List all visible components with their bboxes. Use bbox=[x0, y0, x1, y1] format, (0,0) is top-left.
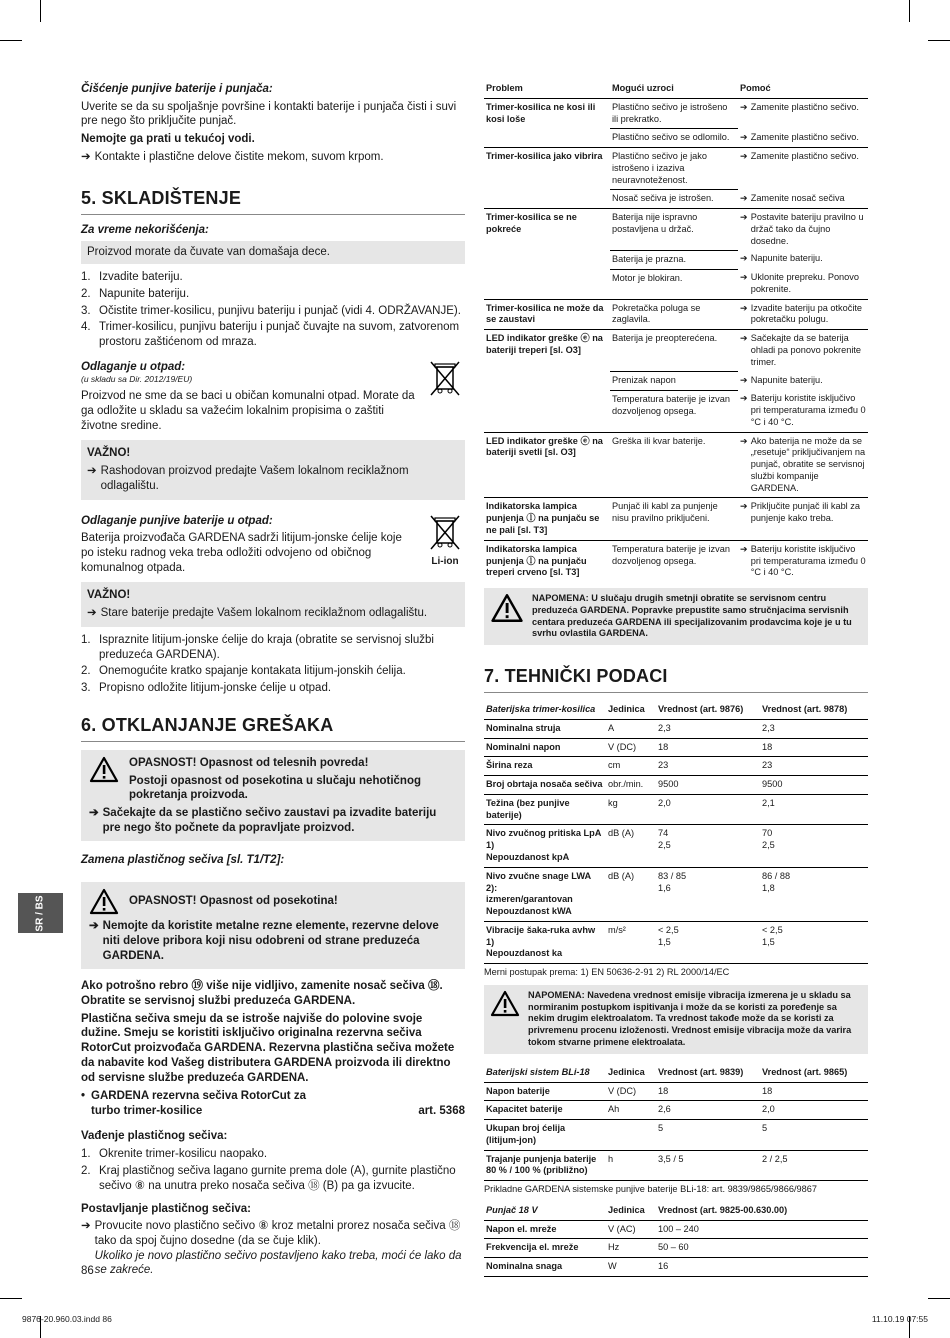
table-cell: 3,5 / 5 bbox=[656, 1150, 760, 1181]
table-cell: 2 / 2,5 bbox=[760, 1150, 868, 1181]
table-cell: V (DC) bbox=[606, 1082, 656, 1101]
warning-icon bbox=[490, 990, 520, 1017]
table-cell: Nivo zvučne snage LWA 2): izmeren/garantovan Nepouzdanost kWA bbox=[484, 867, 606, 921]
remedy-cell bbox=[738, 299, 868, 330]
important-heading: VAŽNO! bbox=[87, 589, 131, 602]
cleaning-arrow-line bbox=[81, 150, 465, 165]
important-heading: VAŽNO! bbox=[87, 447, 131, 460]
arrow-icon: ➔ bbox=[81, 150, 91, 163]
problem-cell: Indikatorska lampica punjenja ⓛ na punjaču treperi crveno [sl. T3] bbox=[484, 540, 610, 582]
list-item: 2. Napunite bateriju. bbox=[81, 287, 190, 300]
table-row bbox=[484, 129, 868, 148]
disposal-block bbox=[81, 358, 465, 437]
problem-cell bbox=[484, 190, 610, 209]
list-item: 1. Ispraznite litijum-jonske ćelije do kraja (obratite se servisnoj službi preduzeća GARDENA). bbox=[81, 633, 434, 661]
table-cell: 23 bbox=[760, 757, 868, 776]
remedy-text: Ako baterija ne može da se „resetuje“ priključivanjem na punjač, obratite se servisnoj službi kompanije GARDENA. bbox=[750, 435, 866, 493]
install-title: Postavljanje plastičnog sečiva: bbox=[81, 1202, 252, 1215]
table-cell: 18 bbox=[760, 1082, 868, 1101]
list-item: 2. Kraj plastičnog sečiva lagano gurnite prema dole (A), gurnite plastično sečivo ⑧ na unutra preko nosača sečiva ⑱ (B) pa ga izvucite. bbox=[81, 1165, 456, 1192]
right-column bbox=[484, 80, 868, 1277]
column-header: Mogući uzroci bbox=[610, 80, 738, 98]
remedy-cell bbox=[738, 540, 868, 582]
battery-disposal-text: Baterija proizvođača GARDENA sadrži litijum-jonske ćelije koje po isteku radnog veka treba odložiti odvojeno od običnog komunalnog otpada. bbox=[81, 532, 402, 574]
table-row bbox=[484, 825, 868, 867]
remedy-cell bbox=[738, 98, 868, 129]
table-cell: V (DC) bbox=[606, 738, 656, 757]
table-row bbox=[484, 190, 868, 209]
note-text: NAPOMENA: U slučaju drugih smetnji obratite se servisnom centru preduzeća GARDENA. Popravke prepustite samo stručnjacima servisnih centara preduzeća GARDENA ili specijalizovanim prodavcima koje je u tu svrhu ovlastila GARDENA. bbox=[532, 593, 852, 639]
cleaning-text: Uverite se da su spoljašnje površine i kontakti baterije i punjača čisti i suvi pre nego što priključite punjač. bbox=[81, 100, 457, 128]
remedy-cell bbox=[738, 432, 868, 498]
table-row bbox=[484, 330, 868, 372]
remedy-text: Napunite bateriju. bbox=[750, 253, 823, 264]
list-item: 2. Onemogućite kratko spajanje kontakata litijum-jonskih ćelija. bbox=[81, 665, 406, 678]
arrow-icon: ➔ bbox=[740, 393, 748, 404]
arrow-icon: ➔ bbox=[740, 131, 748, 142]
arrow-icon: ➔ bbox=[740, 543, 748, 554]
table-cell: 2,3 bbox=[760, 719, 868, 738]
table-row bbox=[484, 250, 868, 269]
table-cell: Vibracije šaka-ruka avhw 1) Nepouzdanost ka bbox=[484, 921, 606, 963]
table-row bbox=[484, 299, 868, 330]
disposal-title: Odlaganje u otpad: bbox=[81, 360, 186, 373]
table-cell: 50 – 60 bbox=[656, 1239, 868, 1258]
cause-cell: Plastično sečivo je jako istrošeno i izaziva neuravnoteženost. bbox=[610, 148, 738, 190]
problem-cell: Trimer-kosilica ne kosi ili kosi loše bbox=[484, 98, 610, 129]
table-row bbox=[484, 719, 868, 738]
table-header-row bbox=[484, 1064, 868, 1082]
remedy-text: Zamenite nosač sečiva bbox=[750, 192, 845, 203]
danger-line: Postoji opasnost od posekotina u slučaju nehotičnog pokretanja proizvoda. bbox=[129, 774, 421, 802]
note-text: NAPOMENA: Navedena vrednost emisije vibracija izmerena je u skladu sa normiranim postupkom ispitivanja i može da se koristi za poređenje sa nekim drugim elektroalatom. Ta vrednost takođe može da se koristi za privremenu procenu izloženosti. Vrednost emisije vibracija može da varira tokom stvarne primene elektroalata. bbox=[528, 989, 852, 1047]
danger-arrow-text: Sačekajte da se plastično sečivo zaustavi pa izvadite bateriju pre nego što počnete da popravljate proizvod. bbox=[102, 806, 437, 834]
table-cell: 18 bbox=[760, 738, 868, 757]
cleaning-title: Čišćenje punjive baterije i punjača: bbox=[81, 83, 273, 95]
table-cell: 16 bbox=[656, 1258, 868, 1277]
cause-cell: Plastično sečivo se odlomilo. bbox=[610, 129, 738, 148]
cause-cell: Temperatura baterije je izvan dozvoljenog opsega. bbox=[610, 540, 738, 582]
table-header-row bbox=[484, 80, 868, 98]
table-row bbox=[484, 372, 868, 391]
column-header: Vrednost (art. 9825-00.630.00) bbox=[656, 1202, 868, 1220]
important-box-1 bbox=[81, 440, 465, 499]
table-cell: Nominalna snaga bbox=[484, 1258, 606, 1277]
table-row bbox=[484, 1220, 868, 1239]
list-item: 3. Očistite trimer-kosilicu, punjivu bateriju i punjač (vidi 4. ODRŽAVANJE). bbox=[81, 304, 461, 317]
table-cell: h bbox=[606, 1150, 656, 1181]
arrow-icon: ➔ bbox=[740, 333, 748, 344]
column-header: Punjač 18 V bbox=[484, 1202, 606, 1220]
cause-cell: Nosač sečiva je istrošen. bbox=[610, 190, 738, 209]
arrow-icon: ➔ bbox=[740, 212, 748, 223]
table-cell: 18 bbox=[656, 738, 760, 757]
table-cell: 5 bbox=[656, 1120, 760, 1151]
remedy-text: Postavite bateriju pravilno u držač tako da čujno dosedne. bbox=[750, 212, 864, 246]
table-row bbox=[484, 540, 868, 582]
arrow-icon: ➔ bbox=[740, 101, 748, 112]
column-header: Vrednost (art. 9878) bbox=[760, 701, 868, 719]
remedy-cell bbox=[738, 129, 868, 148]
cause-cell: Plastično sečivo je istrošeno ili prekratko. bbox=[610, 98, 738, 129]
table-cell: 2,3 bbox=[656, 719, 760, 738]
cleaning-bold: Nemojte ga prati u tekućoj vodi. bbox=[81, 133, 255, 146]
column-header: Baterijska trimer-kosilica bbox=[484, 701, 606, 719]
problem-cell bbox=[484, 250, 610, 269]
table-cell: < 2,5 1,5 bbox=[656, 921, 760, 963]
column-header: Jedinica bbox=[606, 1202, 656, 1220]
remedy-text: Priključite punjač ili kabl za punjenje kako treba. bbox=[750, 501, 860, 524]
warning-icon bbox=[89, 756, 119, 783]
list-item: 4. Trimer-kosilicu, punjivu bateriju i punjač čuvajte na suvom, zatvorenom prostoru zaštićenom od mraza. bbox=[81, 321, 460, 348]
remove-steps bbox=[81, 1147, 465, 1193]
warning-icon bbox=[490, 593, 524, 623]
cause-cell: Greška ili kvar baterije. bbox=[610, 432, 738, 498]
table-cell: Nominalni napon bbox=[484, 738, 606, 757]
liion-label: Li-ion bbox=[431, 556, 459, 568]
table-header-row bbox=[484, 1202, 868, 1220]
arrow-icon: ➔ bbox=[87, 607, 97, 620]
problem-cell bbox=[484, 269, 610, 299]
remedy-text: Sačekajte da se baterija ohladi pa ponovo pokrenite trimer. bbox=[750, 333, 862, 367]
table-row bbox=[484, 776, 868, 795]
column-header: Vrednost (art. 9839) bbox=[656, 1064, 760, 1082]
table-cell: Širina reza bbox=[484, 757, 606, 776]
important-text: Stare baterije predajte Vašem lokalnom reciklažnom odlagalištu. bbox=[100, 607, 428, 620]
table-row bbox=[484, 1101, 868, 1120]
table-cell: 18 bbox=[656, 1082, 760, 1101]
table-row bbox=[484, 921, 868, 963]
remedy-cell bbox=[738, 269, 868, 299]
problem-cell: Indikatorska lampica punjenja ⓛ na punjaču se ne pali [sl. T3] bbox=[484, 498, 610, 540]
arrow-icon: ➔ bbox=[740, 272, 748, 283]
table-cell: kg bbox=[606, 794, 656, 825]
arrow-icon: ➔ bbox=[740, 501, 748, 512]
problem-cell: Trimer-kosilica jako vibrira bbox=[484, 148, 610, 190]
table-row bbox=[484, 390, 868, 432]
remove-title: Vađenje plastičnog sečiva: bbox=[81, 1129, 228, 1142]
remedy-text: Zamenite plastično sečivo. bbox=[750, 131, 859, 142]
table-cell: W bbox=[606, 1258, 656, 1277]
table-cell: A bbox=[606, 719, 656, 738]
cause-cell: Prenizak napon bbox=[610, 372, 738, 391]
table-header-row bbox=[484, 701, 868, 719]
list-item: 1. Izvadite bateriju. bbox=[81, 271, 183, 284]
cause-cell: Punjač ili kabl za punjenje nisu pravilno priključeni. bbox=[610, 498, 738, 540]
table-row bbox=[484, 867, 868, 921]
crop-mark bbox=[40, 0, 41, 22]
table-cell: 86 / 88 1,8 bbox=[760, 867, 868, 921]
problem-cell bbox=[484, 372, 610, 391]
table-cell: m/s² bbox=[606, 921, 656, 963]
tech-table-1 bbox=[484, 701, 868, 964]
table-row bbox=[484, 1150, 868, 1181]
remedy-cell bbox=[738, 209, 868, 251]
danger-box-1 bbox=[81, 750, 465, 842]
table-cell: 2,0 bbox=[656, 794, 760, 825]
install-arrow-text: Provucite novo plastično sečivo ⑧ kroz metalni prorez nosača sečiva ⑱ tako da spoj čujno dosedne (da se čuje klik). bbox=[94, 1220, 461, 1248]
table-cell: 9500 bbox=[656, 776, 760, 795]
remedy-cell bbox=[738, 330, 868, 372]
table-cell: 23 bbox=[656, 757, 760, 776]
table-row bbox=[484, 148, 868, 190]
install-arrow-line bbox=[81, 1219, 465, 1278]
table-row bbox=[484, 98, 868, 129]
arrow-icon: ➔ bbox=[740, 192, 748, 203]
table-cell: < 2,5 1,5 bbox=[760, 921, 868, 963]
table-row bbox=[484, 498, 868, 540]
remedy-cell bbox=[738, 372, 868, 391]
column-header: Problem bbox=[484, 80, 610, 98]
table-cell: Kapacitet baterije bbox=[484, 1101, 606, 1120]
arrow-icon: ➔ bbox=[87, 465, 97, 478]
table-cell: 2,1 bbox=[760, 794, 868, 825]
table-cell: Hz bbox=[606, 1239, 656, 1258]
language-side-tab: SR / BS bbox=[18, 893, 63, 933]
table-row bbox=[484, 794, 868, 825]
bullet-line-1: GARDENA rezervna sečiva RotorCut za bbox=[91, 1090, 306, 1103]
arrow-icon: ➔ bbox=[740, 435, 748, 446]
table-cell: 2,6 bbox=[656, 1101, 760, 1120]
table-cell: Napon baterije bbox=[484, 1082, 606, 1101]
cause-cell: Motor je blokiran. bbox=[610, 269, 738, 299]
remedy-text: Bateriju koristite isključivo pri temperaturama između 0 °C i 40 °C. bbox=[750, 543, 866, 578]
table-cell: 74 2,5 bbox=[656, 825, 760, 867]
cleaning-arrow-text: Kontakte i plastične delove čistite mekom, suvom krpom. bbox=[94, 150, 384, 163]
measurement-method: Merni postupak prema: 1) EN 50636-2-91 2) RL 2000/14/EC bbox=[484, 967, 730, 978]
table-cell: 83 / 85 1,6 bbox=[656, 867, 760, 921]
disposal-text: Proizvod ne sme da se baci u običan komunalni otpad. Morate da ga odložite u skladu sa važećim lokalnim propisima o zaštiti životne sredine. bbox=[81, 390, 415, 432]
table-cell: Trajanje punjenja baterije 80 % / 100 % (približno) bbox=[484, 1150, 606, 1181]
crop-mark bbox=[909, 0, 910, 22]
table-row bbox=[484, 757, 868, 776]
storage-subtitle: Za vreme nekorišćenja: bbox=[81, 223, 209, 236]
troubleshooting-table bbox=[484, 80, 868, 582]
footer-file-info: 9876-20.960.03.indd 86 bbox=[22, 1314, 112, 1324]
cause-cell: Temperatura baterije je izvan dozvoljenog opsega. bbox=[610, 390, 738, 432]
column-header: Vrednost (art. 9876) bbox=[656, 701, 760, 719]
table-cell: 9500 bbox=[760, 776, 868, 795]
table-row bbox=[484, 209, 868, 251]
column-header: Pomoć bbox=[738, 80, 868, 98]
remedy-cell bbox=[738, 148, 868, 190]
tech-table-2 bbox=[484, 1064, 868, 1181]
remedy-text: Uklonite prepreku. Ponovo pokrenite. bbox=[750, 272, 859, 294]
remedy-text: Napunite bateriju. bbox=[750, 374, 823, 385]
battery-compat-text: Prikladne GARDENA sistemske punjive baterije BLi-18: art. 9839/9865/9866/9867 bbox=[484, 1184, 817, 1195]
install-italic: Ukoliko je novo plastično sečivo postavljeno kako treba, moći će lako da se zakreće. bbox=[94, 1249, 462, 1277]
replace-title: Zamena plastičnog sečiva [sl. T1/T2]: bbox=[81, 854, 285, 867]
problem-cell: LED indikator greške ⓔ na bateriji svetli [sl. O3] bbox=[484, 432, 610, 498]
arrow-icon: ➔ bbox=[89, 806, 99, 819]
disposal-subtitle: (u skladu sa Dir. 2012/19/EU) bbox=[81, 374, 193, 385]
table-row bbox=[484, 1239, 868, 1258]
table-cell: dB (A) bbox=[606, 825, 656, 867]
remedy-cell bbox=[738, 498, 868, 540]
arrow-icon: ➔ bbox=[740, 253, 748, 264]
table-cell: V (AC) bbox=[606, 1220, 656, 1239]
bullet-icon: • bbox=[81, 1090, 86, 1103]
danger-heading: OPASNOST! Opasnost od posekotina! bbox=[129, 895, 338, 908]
table-cell: dB (A) bbox=[606, 867, 656, 921]
vibration-note bbox=[484, 985, 868, 1054]
storage-steps bbox=[81, 270, 465, 350]
table-row bbox=[484, 1082, 868, 1101]
problem-cell: Trimer-kosilica se ne pokreće bbox=[484, 209, 610, 251]
arrow-icon: ➔ bbox=[740, 151, 748, 162]
problem-cell bbox=[484, 129, 610, 148]
cause-cell: Baterija je prazna. bbox=[610, 250, 738, 269]
danger-heading: OPASNOST! Opasnost od telesnih povreda! bbox=[129, 756, 369, 769]
cause-cell: Pokretačka poluga se zaglavila. bbox=[610, 299, 738, 330]
table-cell: Broj obrtaja nosača sečiva bbox=[484, 776, 606, 795]
problem-cell: LED indikator greške ⓔ na bateriji treperi [sl. O3] bbox=[484, 330, 610, 372]
left-column bbox=[81, 80, 465, 1278]
crop-mark bbox=[0, 40, 22, 41]
troubleshooting-note bbox=[484, 588, 868, 645]
table-row bbox=[484, 1258, 868, 1277]
cause-cell: Baterija je preopterećena. bbox=[610, 330, 738, 372]
replace-paragraph-1: Ako potrošno rebro ⑲ više nije vidljivo, zamenite nosač sečiva ⑱. Obratite se servisnoj službi preduzeća GARDENA. bbox=[81, 980, 443, 1007]
arrow-icon: ➔ bbox=[740, 374, 748, 385]
remedy-text: Zamenite plastično sečivo. bbox=[750, 101, 859, 112]
remedy-cell bbox=[738, 390, 868, 432]
replace-paragraph-2: Plastična sečiva smeju da se istroše najviše do polovine svoje dužine. Smeju se koristiti isključivo originalna rezervna sečiva RotorCut proizvođača GARDENA. Rezervna plastična sečiva možete da nabavite kod Vašeg distributera GARDENA proizvoda ili direktno od servisne službe preduzeća GARDENA. bbox=[81, 1012, 455, 1084]
section-6-title: 6. OTKLANJANJE GREŠAKA bbox=[81, 714, 465, 742]
table-row bbox=[484, 432, 868, 498]
danger-arrow-text: Nemojte da koristite metalne rezne elemente, rezervne delove niti delove pribora koji nisu odobreni od strane preduzeća GARDENA. bbox=[102, 920, 439, 962]
table-cell: Težina (bez punjive baterije) bbox=[484, 794, 606, 825]
table-cell: Napon el. mreže bbox=[484, 1220, 606, 1239]
arrow-icon: ➔ bbox=[89, 920, 99, 933]
important-text: Rashodovan proizvod predajte Vašem lokalnom reciklažnom odlagalištu. bbox=[100, 465, 409, 492]
table-cell: 5 bbox=[760, 1120, 868, 1151]
danger-box-2 bbox=[81, 882, 465, 969]
tech-table-3 bbox=[484, 1202, 868, 1277]
table-cell: Nominalna struja bbox=[484, 719, 606, 738]
warning-icon bbox=[89, 888, 119, 915]
crossed-bin-icon bbox=[425, 358, 465, 437]
arrow-icon: ➔ bbox=[81, 1220, 91, 1233]
section-5-title: 5. SKLADIŠTENJE bbox=[81, 187, 465, 215]
footer-date: 11.10.19 07:55 bbox=[871, 1314, 928, 1324]
table-row bbox=[484, 269, 868, 299]
table-cell: Frekvencija el. mreže bbox=[484, 1239, 606, 1258]
table-cell: Ah bbox=[606, 1101, 656, 1120]
column-header: Jedinica bbox=[606, 701, 656, 719]
crop-mark bbox=[0, 1298, 22, 1299]
table-cell: Nivo zvučnog pritiska LpA 1) Nepouzdanost kpA bbox=[484, 825, 606, 867]
important-box-2 bbox=[81, 582, 465, 626]
storage-grey-box: Proizvod morate da čuvate van domašaja dece. bbox=[81, 241, 465, 264]
battery-disposal-block bbox=[81, 512, 465, 579]
table-cell: obr./min. bbox=[606, 776, 656, 795]
problem-cell bbox=[484, 390, 610, 432]
table-cell: 2,0 bbox=[760, 1101, 868, 1120]
article-number: art. 5368 bbox=[418, 1105, 465, 1117]
table-cell: 100 – 240 bbox=[656, 1220, 868, 1239]
table-cell: Ukupan broj ćelija (litijum-jon) bbox=[484, 1120, 606, 1151]
page-number: 86 bbox=[81, 1265, 94, 1277]
table-cell bbox=[606, 1120, 656, 1151]
table-row bbox=[484, 738, 868, 757]
cause-cell: Baterija nije ispravno postavljena u držač. bbox=[610, 209, 738, 251]
crop-mark bbox=[928, 1298, 950, 1299]
list-item: 1. Okrenite trimer-kosilicu naopako. bbox=[81, 1148, 268, 1161]
remedy-text: Bateriju koristite isključivo pri temperaturama između 0 °C i 40 °C. bbox=[750, 393, 866, 427]
problem-cell: Trimer-kosilica ne može da se zaustavi bbox=[484, 299, 610, 330]
table-cell: 70 2,5 bbox=[760, 825, 868, 867]
remedy-cell bbox=[738, 250, 868, 269]
column-header: Vrednost (art. 9865) bbox=[760, 1064, 868, 1082]
crop-mark bbox=[928, 40, 950, 41]
list-item: 3. Propisno odložite litijum-jonske ćelije u otpad. bbox=[81, 682, 332, 695]
remedy-text: Izvadite bateriju pa otkočite pokretačku polugu. bbox=[750, 302, 863, 325]
table-row bbox=[484, 1120, 868, 1151]
column-header: Baterijski sistem BLi-18 bbox=[484, 1064, 606, 1082]
column-header: Jedinica bbox=[606, 1064, 656, 1082]
battery-steps bbox=[81, 633, 465, 696]
arrow-icon: ➔ bbox=[740, 302, 748, 313]
remedy-cell bbox=[738, 190, 868, 209]
table-cell: cm bbox=[606, 757, 656, 776]
remedy-text: Zamenite plastično sečivo. bbox=[750, 151, 859, 162]
crossed-bin-liion-icon bbox=[425, 512, 465, 579]
replacement-bullet bbox=[81, 1089, 465, 1118]
section-7-title: 7. TEHNIČKI PODACI bbox=[484, 665, 868, 693]
battery-disposal-title: Odlaganje punjive baterije u otpad: bbox=[81, 514, 273, 527]
bullet-line-2: turbo trimer-kosilice bbox=[91, 1105, 203, 1117]
